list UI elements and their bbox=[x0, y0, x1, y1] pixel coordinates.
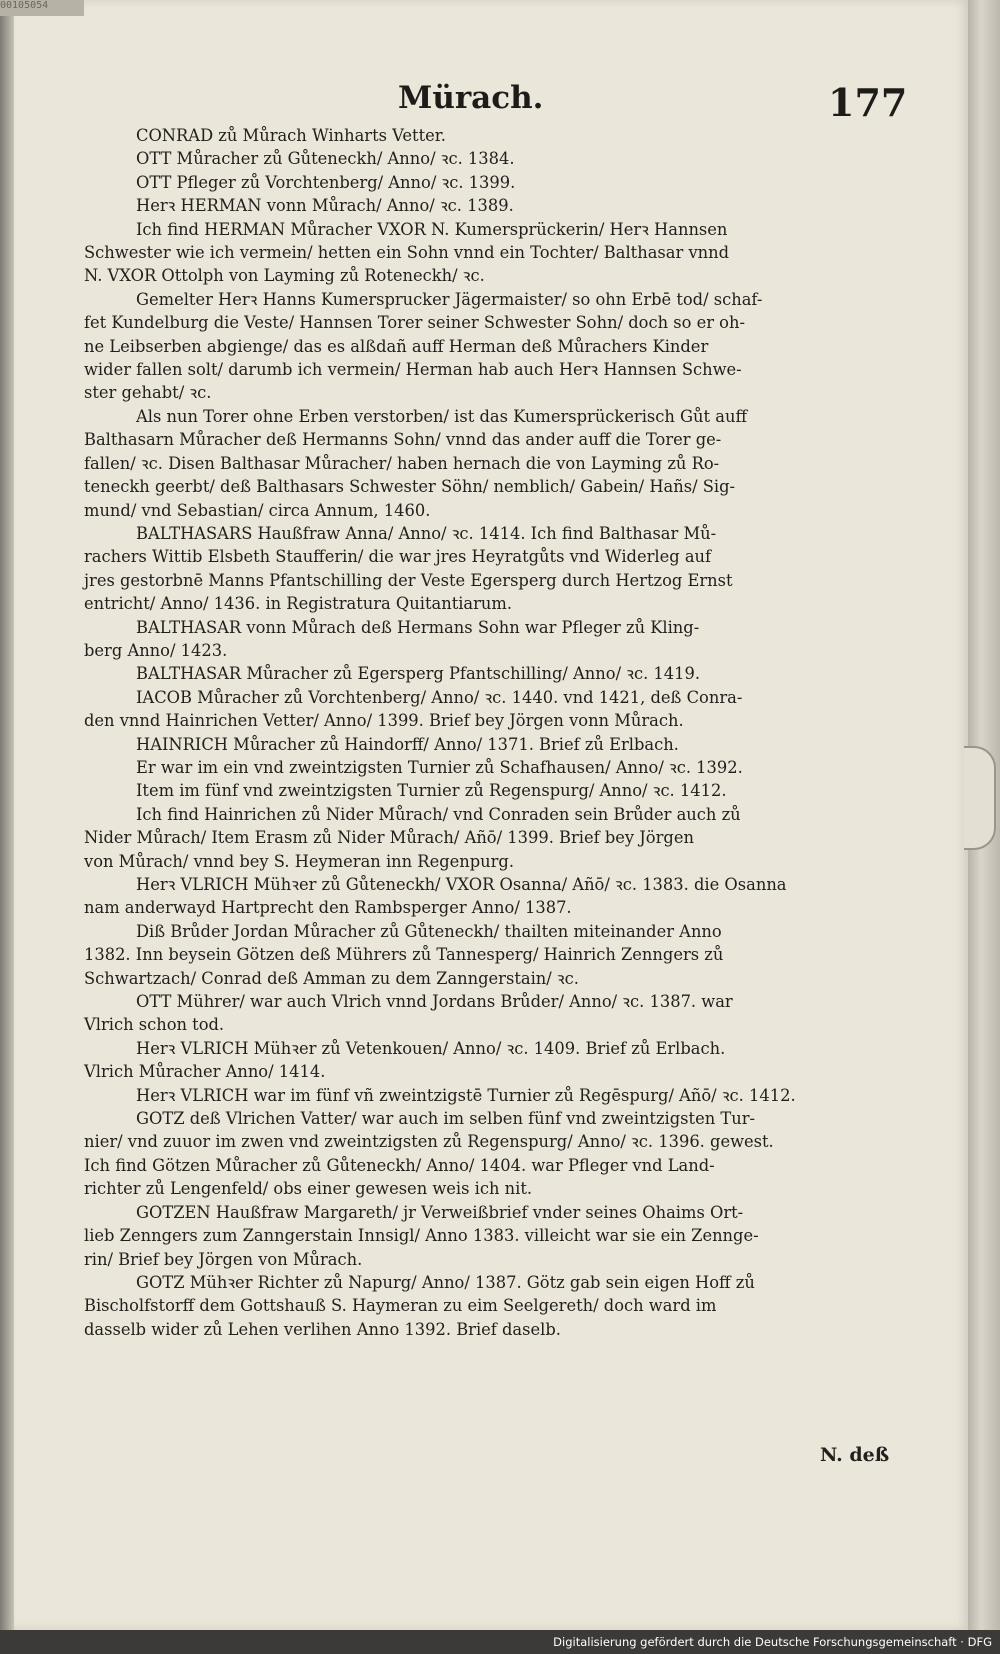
text-line: berg Anno/ 1423. bbox=[84, 640, 228, 660]
paragraph bbox=[84, 171, 930, 194]
paragraph bbox=[84, 733, 930, 756]
paragraph bbox=[84, 147, 930, 170]
text-line: OTT Mührer/ war auch Vlrich vnnd Jordans Brůder/ Anno/ ꝛc. 1387. war bbox=[136, 992, 733, 1012]
text-line: Diß Brůder Jordan Můracher zů Gůteneckh/ thailten miteinander Anno bbox=[136, 921, 722, 941]
text-line: N. VXOR Ottolph von Layming zů Roteneckh/ ꝛc. bbox=[84, 266, 485, 286]
text-line: rin/ Brief bey Jörgen von Můrach. bbox=[84, 1249, 363, 1269]
catalog-id-label: 00105054 bbox=[0, 0, 84, 16]
text-line: nam anderwayd Hartprecht den Rambsperger Anno/ 1387. bbox=[84, 898, 572, 918]
paragraph bbox=[84, 686, 930, 733]
text-line: Schwartzach/ Conrad deß Amman zu dem Zanngerstain/ ꝛc. bbox=[84, 968, 579, 988]
paragraph bbox=[84, 1037, 930, 1084]
page-tab bbox=[964, 746, 996, 850]
text-line: fallen/ ꝛc. Disen Balthasar Můracher/ haben hernach die von Layming zů Ro- bbox=[84, 453, 720, 473]
text-line: richter zů Lengenfeld/ obs einer gewesen weis ich nit. bbox=[84, 1179, 533, 1199]
text-line: Herꝛ VLRICH war im fünf vñ zweintzigstē Turnier zů Regēspurg/ Añō/ ꝛc. 1412. bbox=[136, 1085, 796, 1105]
text-line: entricht/ Anno/ 1436. in Registratura Quitantiarum. bbox=[84, 594, 513, 614]
body-text bbox=[84, 124, 930, 1341]
text-line: teneckh geerbt/ deß Balthasars Schwester Söhn/ nemblich/ Gabein/ Hañs/ Sig- bbox=[84, 477, 736, 497]
text-line: OTT Můracher zů Gůteneckh/ Anno/ ꝛc. 1384. bbox=[136, 149, 515, 169]
text-line: OTT Pfleger zů Vorchtenberg/ Anno/ ꝛc. 1399. bbox=[136, 172, 516, 192]
text-line: mund/ vnd Sebastian/ circa Annum, 1460. bbox=[84, 500, 431, 520]
paragraph bbox=[84, 124, 930, 147]
text-line: GOTZEN Haußfraw Margareth/ jr Verweißbrief vnder seines Ohaims Ort- bbox=[136, 1202, 744, 1222]
text-line: nier/ vnd zuuor im zwen vnd zweintzigsten zů Regenspurg/ Anno/ ꝛc. 1396. gewest. bbox=[84, 1132, 774, 1152]
text-line: Bischolfstorff dem Gottshauß S. Haymeran zu eim Seelgereth/ doch ward im bbox=[84, 1296, 717, 1316]
paragraph bbox=[84, 405, 930, 522]
paragraph bbox=[84, 756, 930, 779]
text-line: Nider Můrach/ Item Erasm zů Nider Můrach/ Añō/ 1399. Brief bey Jörgen bbox=[84, 828, 694, 848]
text-line: BALTHASARS Haußfraw Anna/ Anno/ ꝛc. 1414. Ich find Balthasar Mů- bbox=[136, 523, 717, 543]
text-line: fet Kundelburg die Veste/ Hannsen Torer seiner Schwester Sohn/ doch so er oh- bbox=[84, 313, 745, 333]
paragraph bbox=[84, 616, 930, 663]
text-line: GOTZ Mühꝛer Richter zů Napurg/ Anno/ 1387. Götz gab sein eigen Hoff zů bbox=[136, 1272, 755, 1292]
text-line: Schwester wie ich vermein/ hetten ein Sohn vnnd ein Tochter/ Balthasar vnnd bbox=[84, 243, 730, 263]
text-line: BALTHASAR vonn Můrach deß Hermans Sohn war Pfleger zů Kling- bbox=[136, 617, 700, 637]
text-line: Ich find Götzen Můracher zů Gůteneckh/ Anno/ 1404. war Pfleger vnd Land- bbox=[84, 1155, 715, 1175]
paragraph bbox=[84, 194, 930, 217]
text-line: ster gehabt/ ꝛc. bbox=[84, 383, 212, 403]
text-line: Als nun Torer ohne Erben verstorben/ ist das Kumersprückerisch Gůt auff bbox=[136, 406, 748, 426]
text-line: 1382. Inn beysein Götzen deß Mührers zů Tannesperg/ Hainrich Zenngers zů bbox=[84, 945, 724, 965]
running-head: Mürach. bbox=[398, 80, 544, 116]
text-line: Vlrich Můracher Anno/ 1414. bbox=[84, 1062, 326, 1082]
paragraph bbox=[84, 1271, 930, 1341]
text-line: von Můrach/ vnnd bey S. Heymeran inn Regenpurg. bbox=[84, 851, 515, 871]
text-line: Herꝛ HERMAN vonn Můrach/ Anno/ ꝛc. 1389. bbox=[136, 196, 514, 216]
paragraph bbox=[84, 803, 930, 873]
text-line: Herꝛ VLRICH Mühꝛer zů Vetenkouen/ Anno/ ꝛc. 1409. Brief zů Erlbach. bbox=[136, 1038, 726, 1058]
dfg-credit: Digitalisierung gefördert durch die Deutsche Forschungsgemeinschaft · DFG bbox=[553, 1635, 992, 1649]
text-line: lieb Zenngers zum Zanngerstain Innsigl/ Anno 1383. villeicht war sie ein Zennge- bbox=[84, 1226, 759, 1246]
paragraph bbox=[84, 288, 930, 405]
paragraph bbox=[84, 873, 930, 920]
paragraph bbox=[84, 1107, 930, 1201]
text-line: Ich find Hainrichen zů Nider Můrach/ vnd Conraden sein Brůder auch zů bbox=[136, 804, 741, 824]
text-line: ne Leibserben abgienge/ das es alßdañ auff Herman deß Můrachers Kinder bbox=[84, 336, 709, 356]
text-line: Er war im ein vnd zweintzigsten Turnier zů Schafhausen/ Anno/ ꝛc. 1392. bbox=[136, 757, 743, 777]
paragraph bbox=[84, 920, 930, 990]
text-line: den vnnd Hainrichen Vetter/ Anno/ 1399. Brief bey Jörgen vonn Můrach. bbox=[84, 711, 684, 731]
paragraph bbox=[84, 990, 930, 1037]
paragraph bbox=[84, 1084, 930, 1107]
paragraph bbox=[84, 779, 930, 802]
text-line: HAINRICH Můracher zů Haindorff/ Anno/ 1371. Brief zů Erlbach. bbox=[136, 734, 679, 754]
text-line: jres gestorbnē Manns Pfantschilling der Veste Egersperg durch Hertzog Ernst bbox=[84, 570, 733, 590]
text-line: Herꝛ VLRICH Mühꝛer zů Gůteneckh/ VXOR Osanna/ Añō/ ꝛc. 1383. die Osanna bbox=[136, 875, 787, 894]
text-line: rachers Wittib Elsbeth Staufferin/ die war jres Heyratgůts vnd Widerleg auf bbox=[84, 547, 712, 567]
paragraph bbox=[84, 218, 930, 288]
text-line: IACOB Můracher zů Vorchtenberg/ Anno/ ꝛc. 1440. vnd 1421, deß Conra- bbox=[136, 687, 743, 707]
text-line: CONRAD zů Můrach Winharts Vetter. bbox=[136, 126, 446, 145]
text-line: BALTHASAR Můracher zů Egersperg Pfantschilling/ Anno/ ꝛc. 1419. bbox=[136, 664, 701, 684]
page-number: 177 bbox=[828, 80, 908, 125]
text-line: Ich find HERMAN Můracher VXOR N. Kumersprückerin/ Herꝛ Hannsen bbox=[136, 219, 728, 239]
text-line: Vlrich schon tod. bbox=[84, 1015, 225, 1035]
text-line: wider fallen solt/ darumb ich vermein/ Herman hab auch Herꝛ Hannsen Schwe- bbox=[84, 360, 742, 380]
text-line: dasselb wider zů Lehen verlihen Anno 1392. Brief daselb. bbox=[84, 1319, 561, 1339]
text-line: Gemelter Herꝛ Hanns Kumersprucker Jägermaister/ so ohn Erbē tod/ schaf- bbox=[136, 289, 763, 309]
facing-page-edge bbox=[0, 0, 14, 1654]
text-line: Balthasarn Můracher deß Hermanns Sohn/ vnnd das ander auff die Torer ge- bbox=[84, 430, 722, 450]
catchword: N. deß bbox=[820, 1444, 890, 1466]
text-line: Item im fünf vnd zweintzigsten Turnier zů Regenspurg/ Anno/ ꝛc. 1412. bbox=[136, 781, 727, 801]
paragraph bbox=[84, 662, 930, 685]
paragraph bbox=[84, 522, 930, 616]
text-line: GOTZ deß Vlrichen Vatter/ war auch im selben fünf vnd zweintzigsten Tur- bbox=[136, 1109, 756, 1129]
paragraph bbox=[84, 1201, 930, 1271]
